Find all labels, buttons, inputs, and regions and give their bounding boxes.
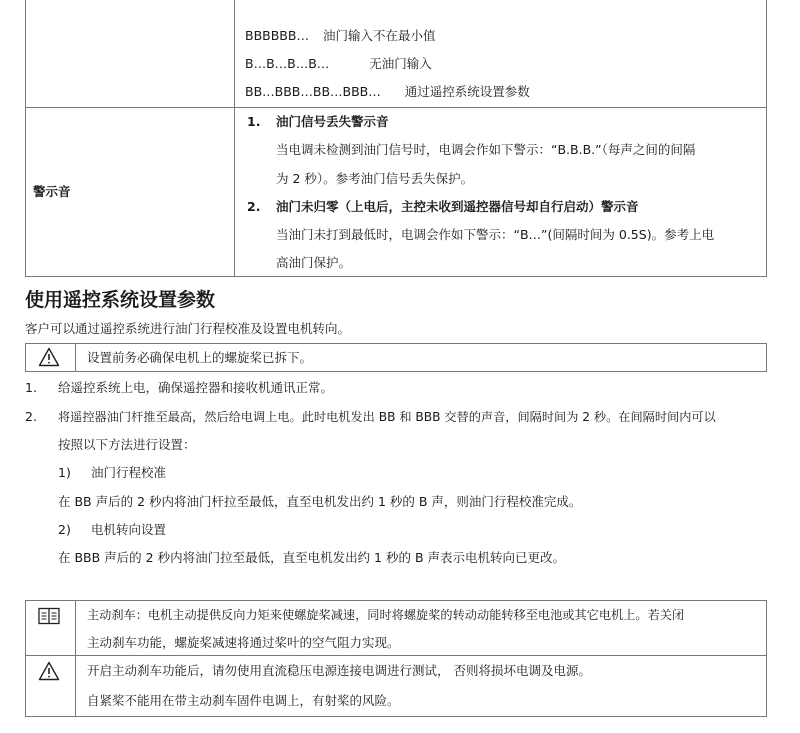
step-number: 1.	[25, 380, 37, 395]
step-number: 2.	[25, 409, 37, 424]
note-text-line: 主动刹车功能，螺旋桨减速将通过桨叶的空气阻力实现。	[87, 635, 400, 650]
beep-meaning: 无油门输入	[369, 56, 432, 71]
warning-text: 设置前务必确保电机上的螺旋桨已拆下。	[87, 350, 313, 365]
beep-code: BB…BBB…BB…BBB…	[245, 84, 381, 99]
item-number: 2.	[247, 199, 261, 214]
item-title: 油门未归零（上电后，主控未收到遥控器信号却自行启动）警示音	[276, 199, 639, 214]
beep-code: BBBBBB…	[245, 28, 309, 43]
step-text: 将遥控器油门杆推至最高，然后给电调上电。此时电机发出 BB 和 BBB 交替的声音，间隔时间为 2 秒。在间隔时间内可以	[58, 410, 716, 424]
beep-meaning: 通过遥控系统设置参数	[404, 84, 530, 99]
item-text-line: 当油门未打到最低时，电调会作如下警示：“B…”(间隔时间为 0.5S)。参考上电	[276, 227, 715, 242]
substep-number: 1)	[58, 465, 71, 480]
warning-icon	[38, 347, 60, 367]
table-row-1-line-2	[245, 55, 432, 73]
item-text-line: 高油门保护。	[276, 255, 352, 270]
beep-meaning: 油门输入不在最小值	[322, 28, 436, 43]
beep-code: B…B…B…B…	[245, 56, 330, 71]
note-text-line: 自紧桨不能用在带主动刹车固件电调上，有射桨的风险。	[87, 693, 400, 708]
book-icon	[38, 607, 60, 625]
substep-title: 电机转向设置	[91, 522, 167, 537]
item-text-line: 为 2 秒）。参考油门信号丢失保护。	[276, 171, 474, 186]
substep-title: 油门行程校准	[91, 465, 167, 480]
table-row-1-line-3	[245, 83, 530, 101]
table-row-1-line-1	[245, 27, 435, 45]
note-text-line: 开启主动刹车功能后，请勿使用直流稳压电源连接电调进行测试， 否则将损坏电调及电源。	[87, 663, 591, 678]
substep-text: 在 BBB 声后的 2 秒内将油门拉至最低，直至电机发出约 1 秒的 B 声表示电机转向已更改。	[58, 550, 565, 565]
section-title: 使用遥控系统设置参数	[25, 289, 216, 311]
item-text-line: 当电调未检测到油门信号时，电调会作如下警示：“B.B.B.”（每声之间的间隔	[276, 142, 696, 157]
item-number: 1.	[247, 114, 261, 129]
row-label-alarm: 警示音	[33, 184, 71, 199]
section-intro: 客户可以通过遥控系统进行油门行程校准及设置电机转向。	[25, 321, 351, 336]
note-text-line: 主动刹车：电机主动提供反向力矩来使螺旋桨减速，同时将螺旋桨的转动动能转移至电池或其它电机上。若关闭	[87, 608, 685, 622]
item-title: 油门信号丢失警示音	[276, 114, 389, 129]
step-text-continued: 按照以下方法进行设置：	[58, 437, 196, 452]
substep-text: 在 BB 声后的 2 秒内将油门杆拉至最低，直至电机发出约 1 秒的 B 声，则油门行程校准完成。	[58, 494, 582, 509]
step-text: 给遥控系统上电，确保遥控器和接收机通讯正常。	[58, 380, 334, 395]
warning-icon	[38, 661, 60, 681]
substep-number: 2)	[58, 522, 71, 537]
